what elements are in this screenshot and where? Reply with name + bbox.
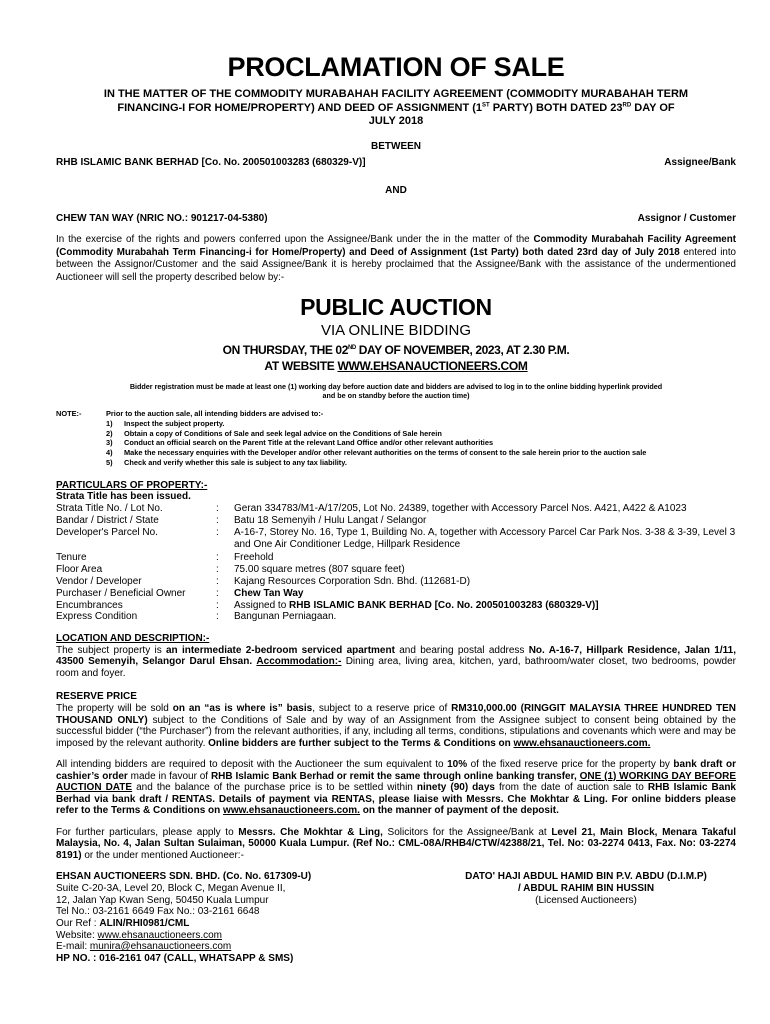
location-text: and bearing postal address bbox=[394, 644, 529, 656]
assignor-role: Assignor / Customer bbox=[637, 212, 736, 224]
intro-bold-1: Commodity Murabahah Facility Agreement (Commodity Murabahah Term Financing-i for Home/Property) and Deed of Assignment (1st Party) both dated 23rd day of July 2018 bbox=[56, 234, 737, 258]
assignee-name: RHB ISLAMIC BANK BERHAD [Co. No. 200501003283 (680329-V)] bbox=[56, 156, 366, 168]
particular-row: Encumbrances : Assigned to RHB ISLAMIC BANK BERHAD [Co. No. 200501003283 (680329-V)] bbox=[56, 600, 736, 612]
auction-date-b: DAY OF NOVEMBER, 2023, AT 2.30 P.M. bbox=[355, 343, 570, 358]
assignor-name: CHEW TAN WAY (NRIC NO.: 901217-04-5380) bbox=[56, 212, 268, 224]
particular-row: Vendor / Developer : Kajang Resources Corporation Sdn. Bhd. (112681-D) bbox=[56, 576, 736, 588]
note-item bbox=[106, 429, 736, 439]
page-title: PROCLAMATION OF SALE bbox=[227, 52, 565, 82]
matter-line-2a: FINANCING-I FOR HOME/PROPERTY) AND DEED OF ASSIGNMENT (1 bbox=[117, 101, 483, 114]
assignee-role: Assignee/Bank bbox=[664, 156, 736, 168]
notes-intro: Prior to the auction sale, all intending bidders are advised to:- bbox=[106, 408, 324, 418]
solicitor-address: Level 21, Main Block, Menara Takaful Malaysia, No. 4, Jalan Sultan Sulaiman, 50000 Kuala Lumpur. (Ref No.: CML-08A/RHB4/CTW/42388/21, Tel. No: 03-2274 0413, Fax. No: 03-2274 8191) bbox=[56, 826, 736, 861]
auctioneer-ref bbox=[56, 918, 376, 930]
particular-key: Strata Title No. / Lot No. bbox=[56, 503, 163, 515]
signatory-line-2: / ABDUL RAHIM BIN HUSSIN bbox=[517, 882, 655, 894]
reserve-bold: on an “as is where is” basis bbox=[172, 703, 313, 715]
ref-value: ALIN/RHI0981/CML bbox=[99, 917, 190, 929]
between-label: BETWEEN bbox=[371, 141, 421, 153]
note-text: Obtain a copy of Conditions of Sale and seek legal advice on the Conditions of Sale herein bbox=[124, 428, 442, 438]
reserve-bold: Online bidders are further subject to the Terms & Conditions on bbox=[208, 737, 514, 749]
deposit-bold: on the manner of payment of the deposit. bbox=[359, 805, 559, 817]
particular-key: Encumbrances bbox=[56, 599, 123, 611]
solicitor-name: Messrs. Che Mokhtar & Ling, bbox=[238, 826, 383, 838]
ref-label: Our Ref : bbox=[56, 917, 100, 929]
note-number: 2) bbox=[106, 428, 113, 438]
auction-date-a: ON THURSDAY, THE 02 bbox=[222, 343, 348, 358]
intro-text-2: entered into between the Assignor/Customer and the said Assignee/Bank it is hereby proclaimed that the Assignee/Bank with the assistance of the undermentioned Auctioneer will sell the property described below by:- bbox=[56, 246, 736, 283]
reserve-text: , subject to a reserve price of bbox=[312, 703, 452, 715]
signatory-line-1: DATO' HAJI ABDUL HAMID BIN P.V. ABDU (D.I.M.P) bbox=[465, 871, 707, 883]
reserve-heading: RESERVE PRICE bbox=[56, 691, 137, 703]
registration-notice: Bidder registration must be made at least one (1) working day before auction date and bidders are advised to log in to the online bidding hyperlink provided and be on standby before the auction time) bbox=[129, 381, 663, 401]
matter-line-2 bbox=[56, 102, 736, 116]
proclamation-page bbox=[56, 52, 736, 965]
particular-value: Kajang Resources Corporation Sdn. Bhd. (112681-D) bbox=[234, 575, 471, 587]
particular-value: Chew Tan Way bbox=[234, 587, 304, 599]
accommodation-label: Accommodation:- bbox=[256, 656, 342, 668]
matter-heading bbox=[56, 88, 736, 129]
matter-line-2b: PARTY) BOTH DATED 23 bbox=[489, 101, 623, 114]
deposit-website-link[interactable]: www.ehsanauctioneers.com. bbox=[223, 805, 360, 817]
location-bold: an intermediate 2-bedroom serviced apartment bbox=[166, 644, 395, 656]
particular-value: Batu 18 Semenyih / Hulu Langat / Selangor bbox=[234, 514, 427, 526]
note-item bbox=[106, 438, 736, 448]
deposit-text: made in favour of bbox=[127, 770, 211, 782]
note-number: 5) bbox=[106, 457, 113, 467]
note-text: Check and verify whether this sale is subject to any tax liability. bbox=[124, 457, 347, 467]
particular-key: Bandar / District / State bbox=[56, 514, 159, 526]
location-paragraph bbox=[56, 645, 736, 680]
deposit-paragraph bbox=[56, 759, 736, 817]
intro-text-1: In the exercise of the rights and powers conferred upon the Assignee/Bank under the in the matter of the bbox=[56, 234, 534, 246]
intro-paragraph bbox=[56, 234, 736, 284]
email-link[interactable]: munira@ehsanauctioneers.com bbox=[89, 941, 232, 953]
auctioneer-address-1: Suite C-20-3A, Level 20, Block C, Megan Avenue II, bbox=[56, 882, 286, 894]
auctioneer-email bbox=[56, 941, 376, 953]
particular-value: Freehold bbox=[234, 552, 274, 564]
website-label: Website: bbox=[56, 929, 98, 941]
particular-value: Bangunan Perniagaan. bbox=[234, 611, 337, 623]
auctioneer-name: EHSAN AUCTIONEERS SDN. BHD. (Co. No. 617309-U) bbox=[56, 871, 312, 883]
deposit-bold: ninety (90) days bbox=[416, 782, 495, 794]
reserve-price: RM310,000.00 (RINGGIT MALAYSIA THREE HUNDRED TEN THOUSAND ONLY) bbox=[56, 703, 736, 726]
particular-key: Developer's Parcel No. bbox=[56, 526, 158, 538]
location-address: No. A-16-7, Hillpark Residence, Jalan 1/11, 43500 Semenyih, Selangor Darul Ehsan. bbox=[56, 644, 736, 668]
matter-line-1: IN THE MATTER OF THE COMMODITY MURABAHAH FACILITY AGREEMENT (COMMODITY MURABAHAH TERM bbox=[103, 87, 689, 100]
reserve-website-link[interactable]: www.ehsanauctioneers.com. bbox=[513, 737, 651, 749]
signatory-details bbox=[436, 871, 736, 965]
auction-date bbox=[56, 343, 736, 357]
note-text: Conduct an official search on the Parent Title at the relevant Land Office and/or other relevant authorities bbox=[124, 438, 494, 448]
note-item bbox=[106, 448, 736, 458]
deposit-deadline: ONE (1) WORKING DAY BEFORE AUCTION DATE bbox=[56, 770, 736, 794]
auction-date-sup: ND bbox=[347, 345, 356, 352]
deposit-text: of the fixed reserve price for the property by bbox=[467, 759, 674, 771]
particular-value: 75.00 square metres (807 square feet) bbox=[234, 564, 405, 576]
particular-row: Purchaser / Beneficial Owner : Chew Tan Way bbox=[56, 588, 736, 600]
email-label: E-mail: bbox=[56, 941, 90, 953]
particular-value: Geran 334783/M1-A/17/205, Lot No. 24389, together with Accessory Parcel Nos. A421, A422 & A1023 bbox=[234, 503, 687, 515]
auctioneer-hp: HP NO. : 016-2161 047 (CALL, WHATSAPP & SMS) bbox=[56, 953, 294, 965]
matter-sup-1: ST bbox=[482, 101, 490, 108]
auctioneer-tel: Tel No.: 03-2161 6649 Fax No.: 03-2161 6648 bbox=[56, 906, 260, 918]
signatory-line-3: (Licensed Auctioneers) bbox=[535, 894, 637, 906]
further-text: or the under mentioned Auctioneer:- bbox=[81, 849, 244, 861]
note-item bbox=[106, 419, 736, 429]
particular-value bbox=[234, 600, 736, 612]
and-label: AND bbox=[385, 184, 407, 196]
auctioneer-website bbox=[56, 930, 376, 942]
particulars-heading: PARTICULARS OF PROPERTY:- bbox=[56, 479, 208, 491]
auction-via: VIA ONLINE BIDDING bbox=[320, 321, 472, 339]
location-text: The subject property is bbox=[56, 644, 166, 656]
strata-note: Strata Title has been issued. bbox=[56, 491, 191, 503]
auction-website-link[interactable]: WWW.EHSANAUCTIONEERS.COM bbox=[337, 359, 528, 374]
assignee-row bbox=[56, 157, 736, 169]
note-number: 3) bbox=[106, 438, 113, 448]
particular-value: A-16-7, Storey No. 16, Type 1, Building No. A, together with Accessory Parcel Car Park Nos. 3-38 & 3-39, Level 3 and One Air Conditioner Ledge, Hillpark Residence bbox=[234, 526, 736, 550]
deposit-bold: RHB Islamic Bank Berhad or remit the same through online banking transfer, bbox=[210, 770, 580, 782]
further-paragraph bbox=[56, 827, 736, 862]
deposit-text: All intending bidders are required to deposit with the Auctioneer the sum equivalent to bbox=[56, 759, 448, 771]
reserve-paragraph bbox=[56, 703, 736, 749]
further-text: For further particulars, please apply to bbox=[56, 826, 239, 838]
bidder-notes bbox=[56, 409, 736, 468]
deposit-bold: 10% bbox=[447, 759, 468, 771]
note-item bbox=[106, 458, 736, 468]
particular-key: Floor Area bbox=[56, 564, 103, 576]
particular-key: Tenure bbox=[56, 552, 87, 564]
matter-line-3: JULY 2018 bbox=[368, 115, 424, 128]
encumbrance-bank: RHB ISLAMIC BANK BERHAD [Co. No. 200501003283 (680329-V)] bbox=[289, 599, 599, 611]
particular-row: Express Condition : Bangunan Perniagaan. bbox=[56, 611, 736, 623]
particulars-table bbox=[56, 503, 736, 623]
particular-row: Bandar / District / State : Batu 18 Semenyih / Hulu Langat / Selangor bbox=[56, 515, 736, 527]
particular-row: Tenure : Freehold bbox=[56, 552, 736, 564]
auction-website-line bbox=[56, 359, 736, 373]
reserve-text: The property will be sold bbox=[56, 703, 173, 715]
particular-key: Vendor / Developer bbox=[56, 575, 142, 587]
auctioneer-details bbox=[56, 871, 376, 965]
website-link[interactable]: www.ehsanauctioneers.com bbox=[97, 929, 223, 941]
deposit-bold: RHB Islamic Bank Berhad via bank draft / RENTAS. Details of payment via RENTAS, please liaise with Messrs. Che Mokhtar & Ling. For online bidders please refer to the Terms & Conditions on bbox=[56, 782, 736, 817]
particular-key: Purchaser / Beneficial Owner bbox=[56, 587, 186, 599]
deposit-bold: bank draft or cashier’s order bbox=[56, 759, 737, 782]
reserve-text: subject to the Conditions of Sale and by way of an Assignment from the Assignee subject to consent being obtained by the successful bidder (“the Purchaser”) from the relevant authorities, if any, including all terms, conditions, stipulations and covenants which were and may be imposed by the relevant authority. bbox=[56, 714, 736, 749]
auctioneer-address-2: 12, Jalan Yap Kwan Seng, 50450 Kuala Lumpur bbox=[56, 894, 269, 906]
signature-block bbox=[56, 871, 736, 965]
further-text: Solicitors for the Assignee/Bank at bbox=[382, 826, 552, 838]
particular-row: Developer's Parcel No. : A-16-7, Storey No. 16, Type 1, Building No. A, together with Accessory Parcel Car Park Nos. 3-38 & 3-39, Level 3 and One Air Conditioner Ledge, Hillpark Residence bbox=[56, 526, 736, 550]
notes-list bbox=[106, 409, 736, 468]
note-number: 4) bbox=[106, 448, 113, 458]
matter-line-2c: DAY OF bbox=[631, 101, 675, 114]
location-heading: LOCATION AND DESCRIPTION:- bbox=[56, 633, 210, 645]
particular-row: Strata Title No. / Lot No. : Geran 334783/M1-A/17/205, Lot No. 24389, together with Accessory Parcel Nos. A421, A422 & A1023 bbox=[56, 503, 736, 515]
encumbrance-text: Assigned to bbox=[234, 599, 290, 611]
auction-title: PUBLIC AUCTION bbox=[300, 294, 492, 321]
auction-website-label: AT WEBSITE bbox=[264, 359, 338, 374]
deposit-text: from the date of auction sale to bbox=[494, 782, 648, 794]
note-text: Inspect the subject property. bbox=[124, 418, 225, 428]
particular-key: Express Condition bbox=[56, 611, 138, 623]
note-text: Make the necessary enquiries with the Developer and/or other relevant authorities on the terms of consent to the sale herein prior to the auction sale bbox=[124, 448, 647, 458]
location-text: Dining area, living area, kitchen, yard, bathroom/water closet, two bedrooms, powder room and foyer. bbox=[56, 656, 737, 679]
deposit-text: and the balance of the purchase price is to be settled within bbox=[132, 782, 417, 794]
notes-label: NOTE:- bbox=[56, 408, 82, 418]
particular-row: Floor Area : 75.00 square metres (807 square feet) bbox=[56, 564, 736, 576]
note-number: 1) bbox=[106, 418, 113, 428]
matter-sup-2: RD bbox=[622, 101, 632, 108]
assignor-row bbox=[56, 213, 736, 225]
